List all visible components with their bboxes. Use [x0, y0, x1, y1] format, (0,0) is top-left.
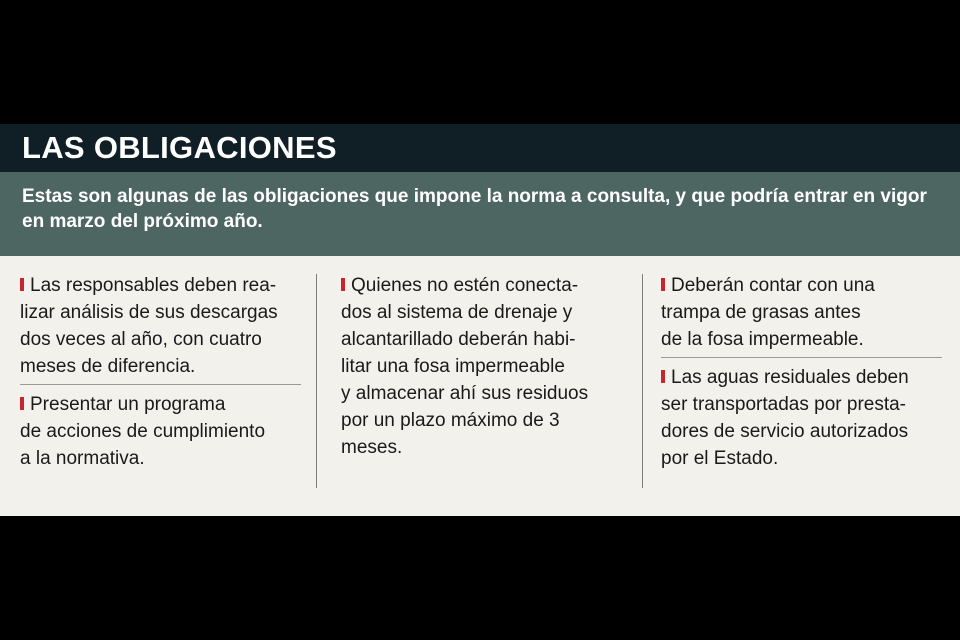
- item-line: Presentar un programa: [30, 394, 226, 415]
- item-divider: [661, 357, 942, 358]
- column-divider: [642, 274, 643, 488]
- item-line: dores de servicio autorizados: [661, 421, 909, 442]
- infobox: [0, 124, 960, 516]
- red-bullet-marker: [661, 278, 665, 291]
- bullet-item: [661, 364, 943, 472]
- item-line: de la fosa impermeable.: [661, 329, 864, 350]
- item-line: meses.: [341, 437, 403, 458]
- bullet-item: [20, 272, 302, 380]
- bullet-item: [341, 272, 623, 461]
- item-line: de acciones de cumplimiento: [20, 421, 266, 442]
- red-bullet-marker: [661, 370, 665, 383]
- item-line: y almacenar ahí sus residuos: [341, 383, 589, 404]
- item-line: trampa de grasas antes: [661, 302, 861, 323]
- item-line: por un plazo máximo de 3: [341, 410, 560, 431]
- item-divider: [20, 384, 301, 385]
- item-line: a la normativa.: [20, 448, 145, 469]
- column-divider: [316, 274, 317, 488]
- item-line: dos al sistema de drenaje y: [341, 302, 573, 323]
- item-line: Quienes no estén conecta-: [351, 275, 579, 296]
- item-line: lizar análisis de sus descargas: [20, 302, 278, 323]
- infobox-subtitle: Estas son algunas de las obligaciones que impone la norma a consulta, y que podría entrar en vigor en marzo del próximo año.: [22, 186, 927, 232]
- red-bullet-marker: [20, 278, 24, 291]
- item-line: litar una fosa impermeable: [341, 356, 565, 377]
- red-bullet-marker: [20, 397, 24, 410]
- item-line: meses de diferencia.: [20, 356, 196, 377]
- bullet-item: [20, 391, 302, 472]
- item-line: ser transportadas por presta-: [661, 394, 907, 415]
- item-line: por el Estado.: [661, 448, 779, 469]
- column-3: [661, 272, 943, 472]
- infobox-title: LAS OBLIGACIONES: [22, 130, 337, 165]
- item-line: Las aguas residuales deben: [671, 367, 909, 388]
- item-line: alcantarillado deberán habi-: [341, 329, 576, 350]
- red-bullet-marker: [341, 278, 345, 291]
- subtitle-bar: [0, 172, 960, 256]
- item-line: Deberán contar con una: [671, 275, 875, 296]
- bullet-item: [661, 272, 943, 353]
- column-2: [341, 272, 623, 461]
- item-line: Las responsables deben rea-: [30, 275, 277, 296]
- column-1: [20, 272, 302, 472]
- item-line: dos veces al año, con cuatro: [20, 329, 262, 350]
- title-bar: [0, 124, 960, 172]
